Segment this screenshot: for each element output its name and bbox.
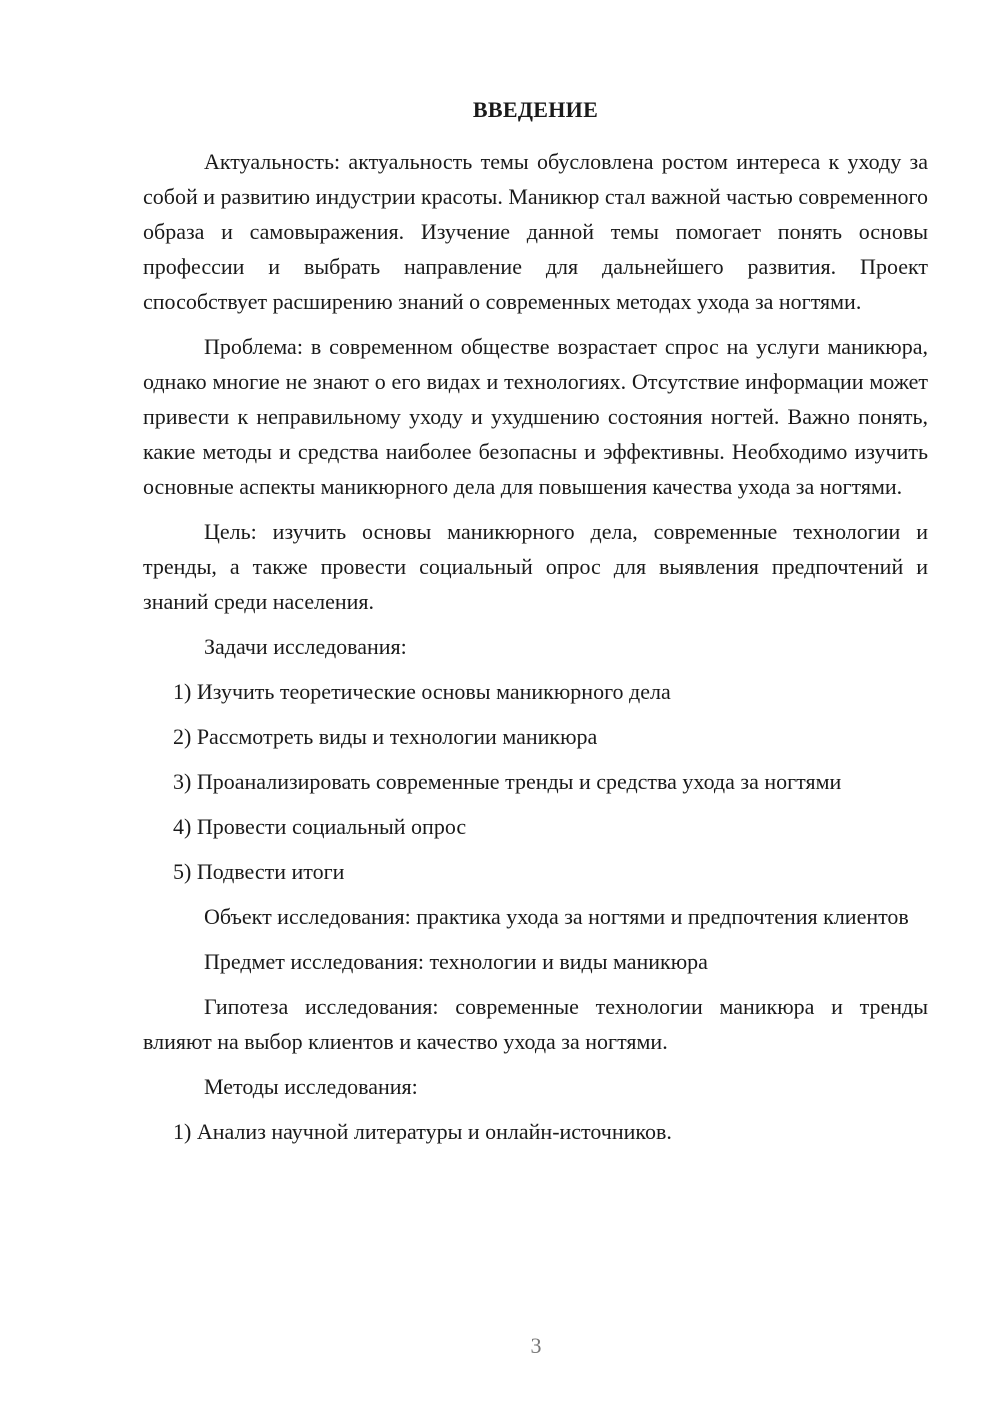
- page-number: 3: [530, 1333, 542, 1358]
- object-paragraph: Объект исследования: практика ухода за ногтями и предпочтения клиентов: [204, 904, 909, 929]
- tasks-title: Задачи исследования:: [204, 634, 407, 659]
- methods-title: Методы исследования:: [204, 1074, 418, 1099]
- task-item: 1) Изучить теоретические основы маникюрного дела: [173, 679, 671, 704]
- goal-paragraph: Цель: изучить основы маникюрного дела, современные технологии и тренды, а также провести социальный опрос для выявления предпочтений и знаний среди населения.: [143, 519, 928, 614]
- document-page: [143, 92, 928, 1159]
- problem-paragraph: Проблема: в современном обществе возрастает спрос на услуги маникюра, однако многие не знают о его видах и технологиях. Отсутствие информации может привести к неправильному уходу и ухудшению состояния ногтей. Важно понять, какие методы и средства наиболее безопасны и эффективны. Необходимо изучить основные аспекты маникюрного дела для повышения качества ухода за ногтями.: [143, 334, 928, 499]
- section-heading: ВВЕДЕНИЕ: [472, 97, 599, 122]
- method-item: 1) Анализ научной литературы и онлайн-источников.: [173, 1119, 672, 1144]
- task-item: 5) Подвести итоги: [173, 859, 345, 884]
- subject-paragraph: Предмет исследования: технологии и виды маникюра: [204, 949, 708, 974]
- hypothesis-paragraph: Гипотеза исследования: современные технологии маникюра и тренды влияют на выбор клиентов и качество ухода за ногтями.: [143, 994, 928, 1054]
- task-item: 3) Проанализировать современные тренды и средства ухода за ногтями: [173, 769, 842, 794]
- task-item: 2) Рассмотреть виды и технологии маникюра: [173, 724, 598, 749]
- task-item: 4) Провести социальный опрос: [173, 814, 467, 839]
- relevance-paragraph: Актуальность: актуальность темы обусловлена ростом интереса к уходу за собой и развитию индустрии красоты. Маникюр стал важной частью современного образа и самовыражения. Изучение данной темы помогает понять основы профессии и выбрать направление для дальнейшего развития. Проект способствует расширению знаний о современных методах ухода за ногтями.: [143, 149, 928, 314]
